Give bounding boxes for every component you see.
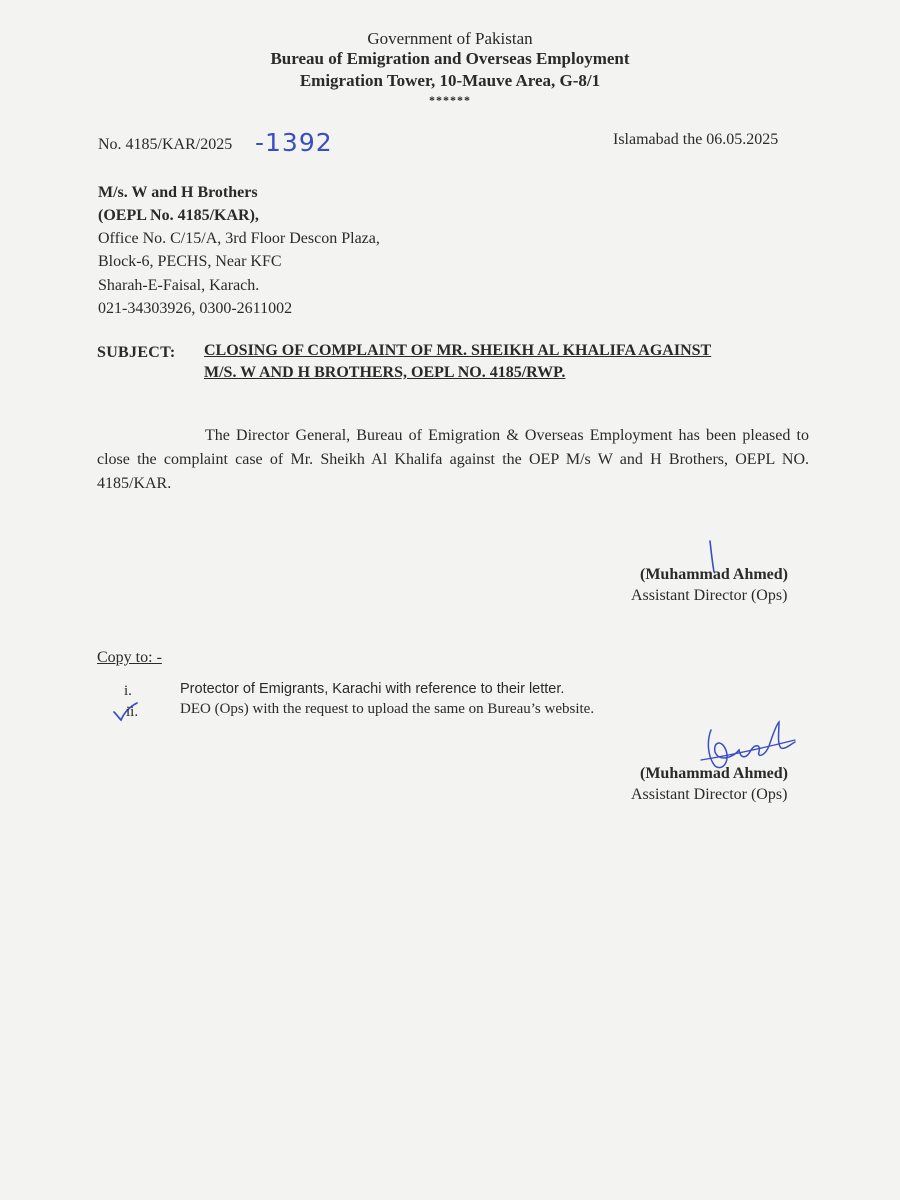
- place-and-date: Islamabad the 06.05.2025: [613, 131, 779, 148]
- header-government: Government of Pakistan: [367, 29, 533, 48]
- copy-item-text: DEO (Ops) with the request to upload the same on Bureau’s website.: [180, 701, 595, 717]
- copy-item-number: i.: [124, 683, 132, 699]
- signature2-name: (Muhammad Ahmed): [640, 765, 789, 782]
- subject-line-2: M/S. W AND H BROTHERS, OEPL NO. 4185/RWP.: [204, 364, 566, 381]
- addressee-city: Sharah-E-Faisal, Karach.: [98, 277, 260, 294]
- header-separator: ******: [429, 93, 471, 107]
- addressee-name: M/s. W and H Brothers: [98, 184, 258, 201]
- subject-line-1: CLOSING OF COMPLAINT OF MR. SHEIKH AL KHALIFA AGAINST: [204, 342, 712, 359]
- addressee-block: Block-6, PECHS, Near KFC: [98, 253, 282, 270]
- handwritten-dispatch-number: -1392: [255, 128, 333, 157]
- copy-to-label: Copy to: -: [97, 649, 162, 666]
- addressee-office: Office No. C/15/A, 3rd Floor Descon Plaza,: [98, 230, 380, 247]
- signature1-name: (Muhammad Ahmed): [640, 566, 789, 583]
- header-address: Emigration Tower, 10-Mauve Area, G-8/1: [299, 71, 601, 90]
- copy-item-text: Protector of Emigrants, Karachi with reference to their letter.: [180, 681, 565, 697]
- addressee-license: (OEPL No. 4185/KAR),: [98, 207, 259, 224]
- signature1-title: Assistant Director (Ops): [631, 587, 788, 604]
- body-paragraph: The Director General, Bureau of Emigration & Overseas Employment has been pleased to close the complaint case of Mr. Sheikh Al Khalifa against the OEP M/s W and H Brothers, OEPL NO. 4185/KAR.: [97, 427, 809, 492]
- reference-number: No. 4185/KAR/2025: [98, 136, 233, 153]
- signature2-title: Assistant Director (Ops): [631, 786, 788, 803]
- copy-item-number: ii.: [126, 704, 139, 720]
- header-bureau: Bureau of Emigration and Overseas Employment: [270, 49, 630, 68]
- addressee-phone: 021-34303926, 0300-2611002: [98, 300, 293, 317]
- subject-label: SUBJECT:: [97, 344, 176, 361]
